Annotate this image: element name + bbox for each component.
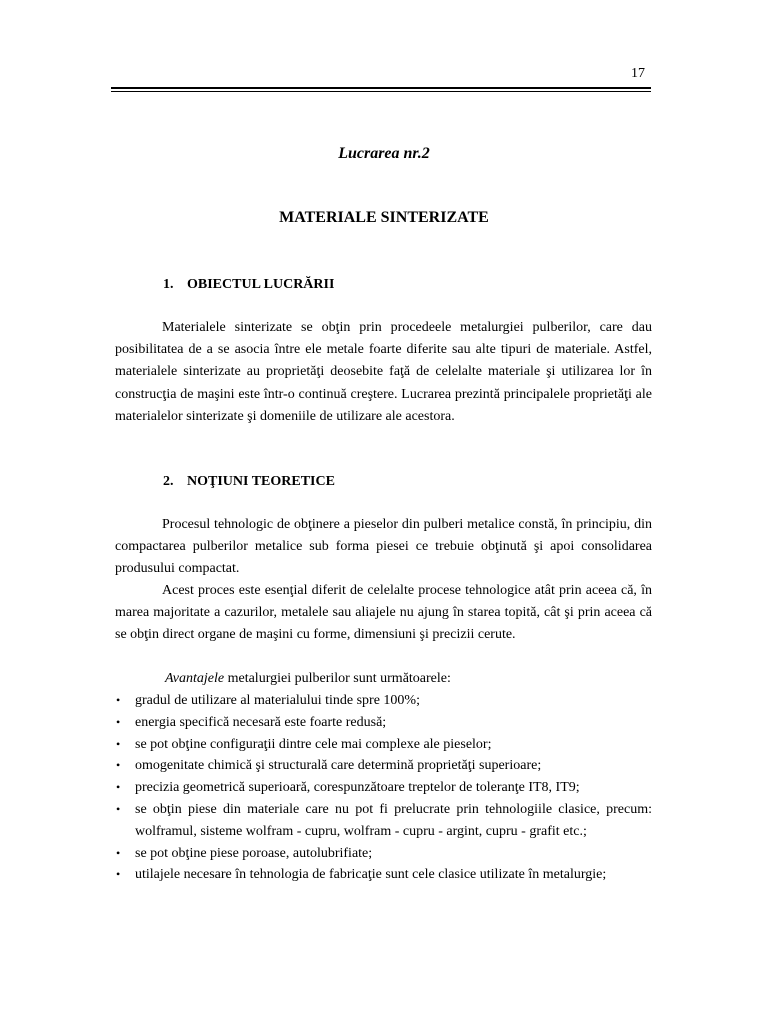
advantages-intro bbox=[115, 668, 652, 690]
bullet-icon: • bbox=[116, 801, 121, 816]
page-number: 17 bbox=[631, 66, 645, 81]
bullet-icon: • bbox=[116, 867, 121, 882]
list-item: • se pot obţine configuraţii dintre cele mai complexe ale pieselor; bbox=[115, 734, 652, 756]
bullet-icon: • bbox=[116, 736, 121, 751]
bullet-icon: • bbox=[116, 845, 121, 860]
header-rule bbox=[111, 87, 651, 92]
main-title: MATERIALE SINTERIZATE bbox=[279, 209, 489, 226]
bullet-icon: • bbox=[116, 780, 121, 795]
list-item: • utilajele necesare în tehnologia de fabricaţie sunt cele clasice utilizate în metalurgie; bbox=[115, 864, 652, 886]
bullet-icon: • bbox=[116, 714, 121, 729]
bullet-icon: • bbox=[116, 758, 121, 773]
section-heading-theory bbox=[163, 473, 335, 491]
theory-paragraph-2: Acest proces este esenţial diferit de celelalte procese tehnologice atât prin aceea că, în marea majoritate a cazurilor, metalele sau aliajele nu ajung în starea topită, cât şi prin aceea că se obţin direct organe de maşini cu forme, dimensiuni şi precizii cerute. bbox=[115, 583, 652, 643]
objective-paragraph: Materialele sinterizate se obţin prin procedeele metalurgiei pulberilor, care dau posibilitatea de a se asocia între ele metale foarte diferite sau alte tipuri de materiale. Astfel, materialele sinterizate au proprietăţi deosebite faţă de celelalte materiale şi utilizarea lor în construcţia de maşini este într-o continuă creştere. Lucrarea prezintă principalele proprietăţi ale materialelor sinterizate şi domeniile de utilizare ale acestora. bbox=[115, 320, 652, 424]
list-item: • se obţin piese din materiale care nu pot fi prelucrate prin tehnologiile clasice, precum: wolframul, sisteme wolfram - cupru, wolfram - cupru - argint, cupru - grafit etc.; bbox=[115, 799, 652, 843]
advantages-list bbox=[115, 690, 652, 886]
theory-paragraph-1: Procesul tehnologic de obţinere a pieselor din pulberi metalice constă, în principiu, din compactarea pulberilor metalice sub forma piesei ce trebuie obţinută şi apoi consolidarea produsului compactat. bbox=[115, 517, 652, 577]
lab-title: Lucrarea nr.2 bbox=[338, 145, 430, 162]
section-title: OBIECTUL LUCRĂRII bbox=[187, 277, 335, 292]
section-title: NOŢIUNI TEORETICE bbox=[187, 474, 335, 489]
advantages-intro-text: metalurgiei pulberilor sunt următoarele: bbox=[224, 671, 451, 686]
advantages-emphasis: Avantajele bbox=[165, 671, 225, 686]
list-item: • gradul de utilizare al materialului tinde spre 100%; bbox=[115, 690, 652, 712]
section-heading-objective bbox=[163, 276, 334, 294]
list-item: • precizia geometrică superioară, corespunzătoare treptelor de toleranţe IT8, IT9; bbox=[115, 777, 652, 799]
section-number: 1. bbox=[163, 277, 174, 292]
bullet-icon: • bbox=[116, 693, 121, 707]
list-item: • se pot obţine piese poroase, autolubrifiate; bbox=[115, 843, 652, 865]
list-item: • energia specifică necesară este foarte redusă; bbox=[115, 712, 652, 734]
section-number: 2. bbox=[163, 474, 174, 489]
list-item: • omogenitate chimică şi structurală care determină proprietăţi superioare; bbox=[115, 755, 652, 777]
